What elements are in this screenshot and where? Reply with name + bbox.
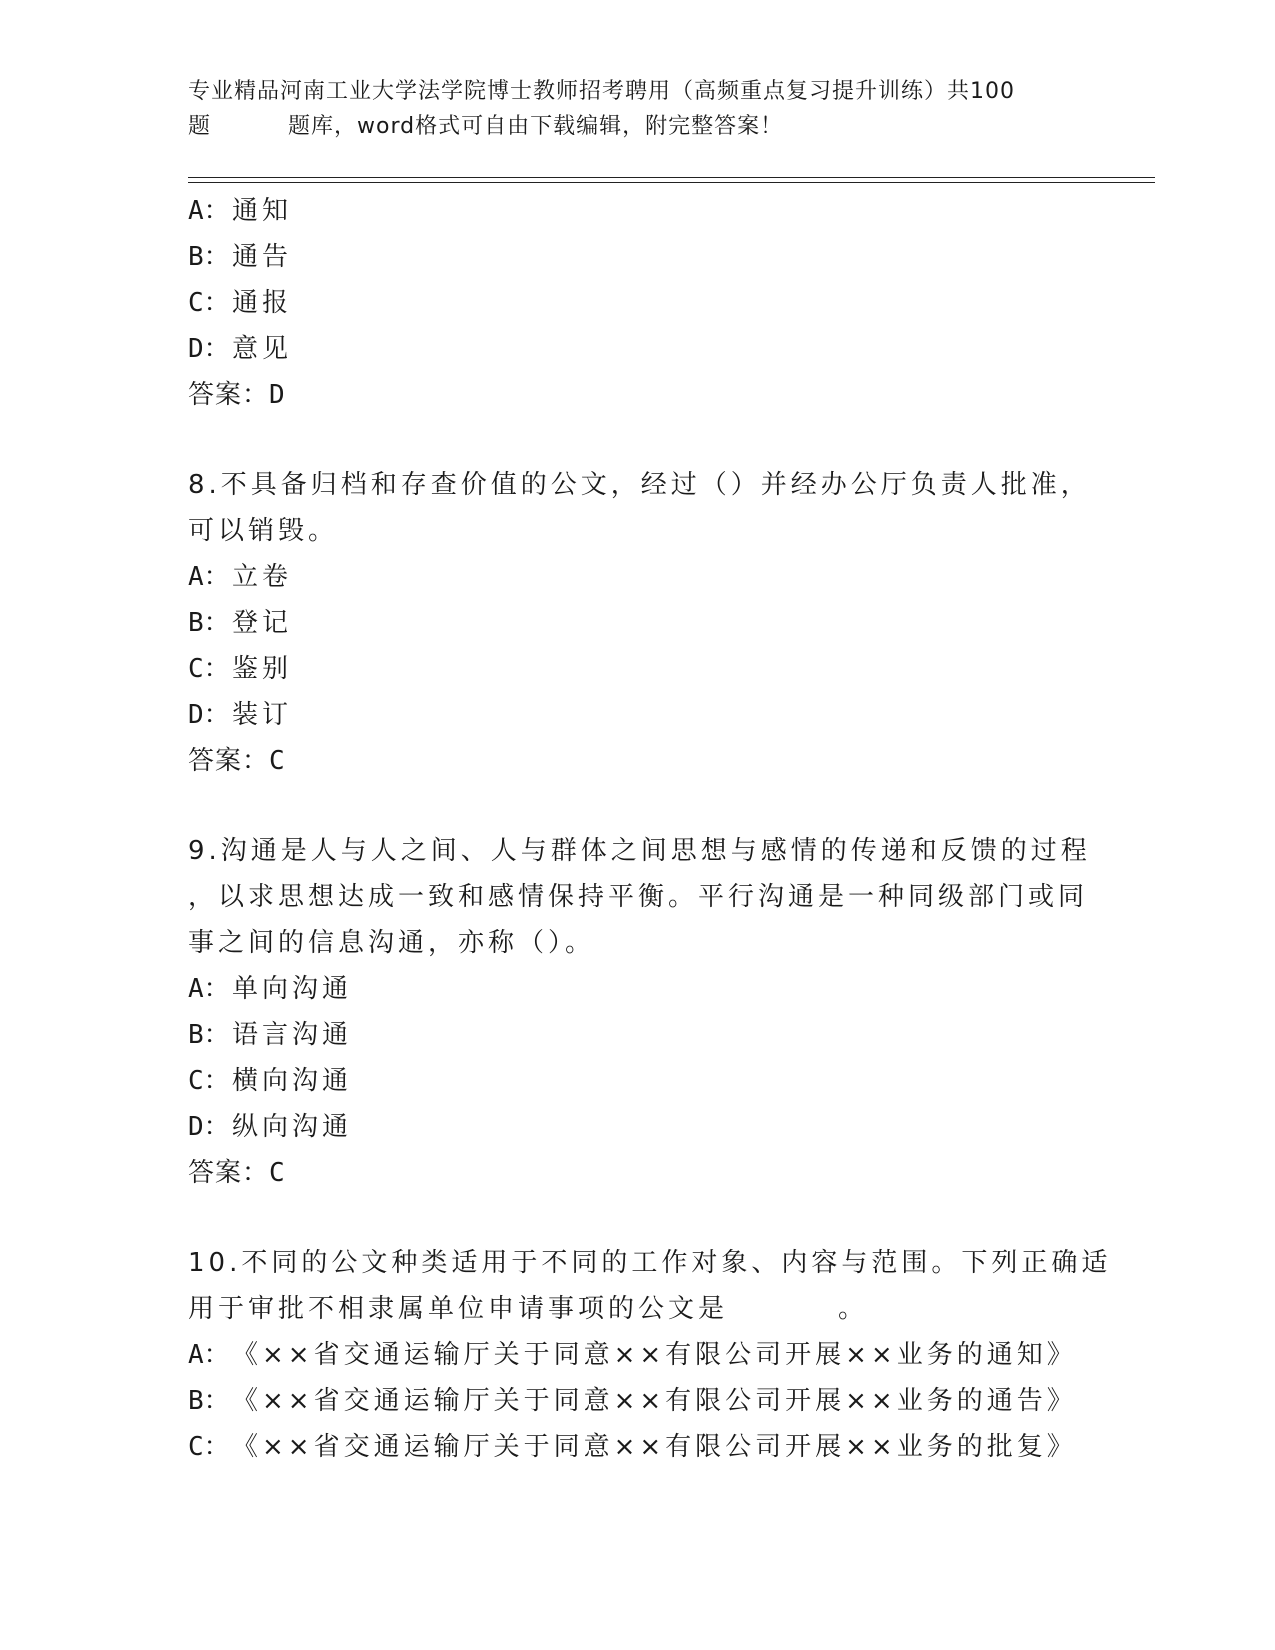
question-text-after-blank: 。: [838, 1294, 869, 1324]
option-b: [188, 234, 1108, 280]
option-text: 通报: [232, 288, 293, 318]
option-b: [188, 1378, 1108, 1424]
option-key: A：: [188, 1340, 230, 1370]
answer-label: 答案：: [188, 746, 270, 776]
option-key: B：: [188, 1386, 230, 1416]
option-text: 语言沟通: [232, 1020, 353, 1050]
question-text-line: 8.不具备归档和存查价值的公文，经过（）并经办公厅负责人批准，: [188, 470, 1091, 500]
answer-label: 答案：: [188, 380, 270, 410]
question-text-line: [188, 1286, 1108, 1332]
option-text: 纵向沟通: [232, 1112, 353, 1142]
option-text: 《××省交通运输厅关于同意××有限公司开展××业务的批复》: [232, 1432, 1077, 1462]
option-c: [188, 280, 1108, 326]
option-key: B：: [188, 608, 230, 638]
option-key: C：: [188, 288, 230, 318]
option-text: 通知: [232, 196, 293, 226]
option-a: [188, 966, 1108, 1012]
option-text: 单向沟通: [232, 974, 353, 1004]
option-b: [188, 1012, 1108, 1058]
header-line-1: 专业精品河南工业大学法学院博士教师招考聘用（高频重点复习提升训练）共100: [188, 79, 1015, 104]
option-key: D：: [188, 700, 230, 730]
answer-label: 答案：: [188, 1158, 270, 1188]
answer-value: C: [269, 1158, 286, 1188]
option-text: 《××省交通运输厅关于同意××有限公司开展××业务的通告》: [232, 1386, 1077, 1416]
option-key: B：: [188, 1020, 230, 1050]
option-key: B：: [188, 242, 230, 272]
option-text: 意见: [232, 334, 293, 364]
option-c: [188, 646, 1108, 692]
option-d: [188, 326, 1108, 372]
option-key: C：: [188, 1066, 230, 1096]
question-8: [188, 462, 1108, 784]
option-a: [188, 1332, 1108, 1378]
option-d: [188, 1104, 1108, 1150]
spacer: [188, 418, 1108, 462]
option-b: [188, 600, 1108, 646]
answer: [188, 372, 1108, 418]
option-a: [188, 188, 1108, 234]
header-line-2-left: 题: [188, 114, 212, 139]
option-key: D：: [188, 334, 230, 364]
option-c: [188, 1058, 1108, 1104]
header-rule-top: [188, 177, 1155, 178]
question-text-line: 10.不同的公文种类适用于不同的工作对象、内容与范围。下列正确适: [188, 1248, 1112, 1278]
question-text-before-blank: 用于审批不相隶属单位申请事项的公文是: [188, 1294, 729, 1324]
question-7: [188, 188, 1108, 418]
option-text: 横向沟通: [232, 1066, 353, 1096]
option-text: 立卷: [232, 562, 293, 592]
answer-value: D: [269, 380, 286, 410]
option-key: A：: [188, 974, 230, 1004]
option-text: 登记: [232, 608, 293, 638]
answer-value: C: [269, 746, 286, 776]
question-text-line: 事之间的信息沟通，亦称（）。: [188, 928, 596, 958]
question-text-line: ，以求思想达成一致和感情保持平衡。平行沟通是一种同级部门或同: [188, 882, 1089, 912]
option-text: 《××省交通运输厅关于同意××有限公司开展××业务的通知》: [232, 1340, 1077, 1370]
spacer: [188, 784, 1108, 828]
option-text: 鉴别: [232, 654, 293, 684]
option-key: A：: [188, 196, 230, 226]
option-key: C：: [188, 654, 230, 684]
answer: [188, 1150, 1108, 1196]
option-text: 装订: [232, 700, 293, 730]
spacer: [188, 1196, 1108, 1240]
header-rule-bottom: [188, 182, 1155, 183]
option-a: [188, 554, 1108, 600]
option-key: D：: [188, 1112, 230, 1142]
option-c: [188, 1424, 1108, 1470]
option-d: [188, 692, 1108, 738]
question-10: [188, 1240, 1112, 1470]
option-text: 通告: [232, 242, 293, 272]
option-key: C：: [188, 1432, 230, 1462]
header-line-2: [188, 109, 1088, 144]
document-header: [188, 74, 1088, 144]
header-line-2-right: 题库，word格式可自由下载编辑，附完整答案！: [288, 114, 784, 139]
question-content: [188, 188, 1112, 1470]
question-text-line: 可以销毁。: [188, 516, 339, 546]
question-9: [188, 828, 1108, 1196]
answer: [188, 738, 1108, 784]
question-text-line: 9.沟通是人与人之间、人与群体之间思想与感情的传递和反馈的过程: [188, 836, 1091, 866]
option-key: A：: [188, 562, 230, 592]
